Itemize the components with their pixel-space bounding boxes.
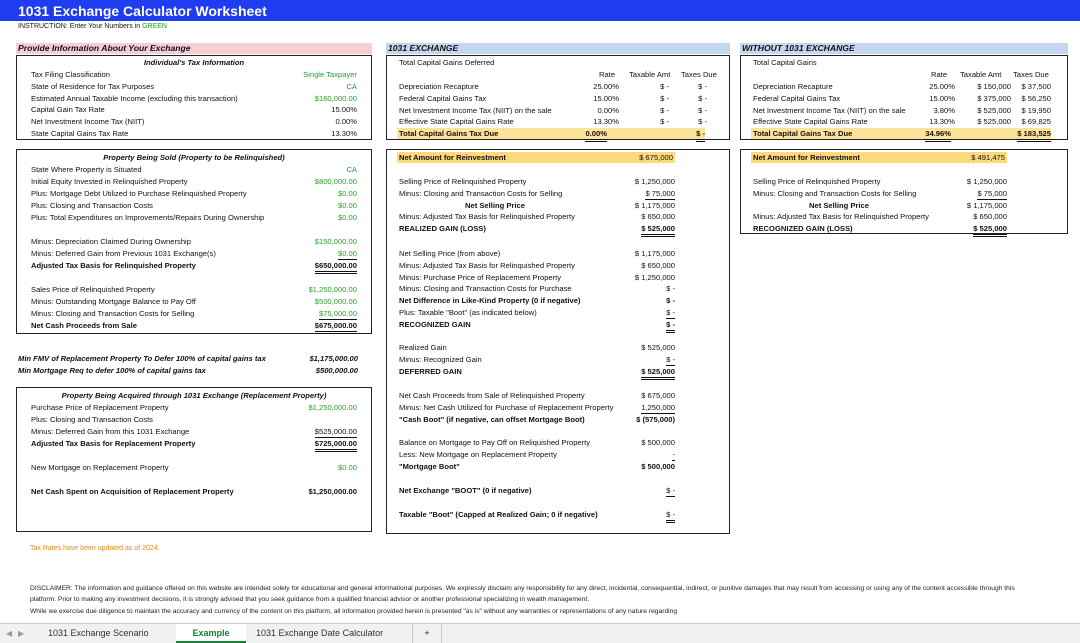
taxable-boot-value: $ - [666,509,675,523]
without-gain-label: Minus: Closing and Transaction Costs for Selling [753,188,917,198]
exchange-likekind-value: $ - [666,308,675,317]
acquired-property-panel [16,387,372,532]
sold-row [17,176,371,187]
worksheet-title: 1031 Exchange Calculator Worksheet [0,0,1080,21]
exchange-gain-value: $ 1,250,000 [634,177,675,186]
exchange-gain-value: $ 1,175,000 [634,200,675,210]
exchange-tax-panel [386,55,730,140]
without-tax-label: Depreciation Recapture [753,82,833,91]
exchange-total-taxes: $ - [696,128,705,142]
acquired-row [17,414,371,425]
exchange-tax-label: Depreciation Recapture [399,82,479,91]
exchange-likekind-row [387,283,729,294]
exchange-deferred-value: $ 525,000 [641,343,675,352]
sold-value[interactable]: $800,000.00 [314,177,357,186]
acquired-value: $725,000.00 [315,438,357,452]
exchange-likekind-value: $ 650,000 [641,260,675,270]
disclaimer-text: DISCLAIMER: The information and guidance offered on this website are intended solely for educational and general informational purposes. We expressly disclaim any responsibility for any direct, incidental, consequential, indirect, or punitive damages that may result from accessing or using any of the content accessible through this platform. Prior to making any investment decisions, it is strongly advised that you seek guidance from a qualified financial advisor or another professional specializing in wealth management. [30,585,1015,604]
tax-info-label: Net Investment Income Tax (NIIT) [31,117,145,127]
exchange-deferred-label: DEFERRED GAIN [399,366,462,376]
without-gain-label: Selling Price of Relinquished Property [753,177,881,186]
without-detail-panel [740,149,1068,234]
without-tax-row [741,116,1067,127]
sold-label: State Where Property is Situated [31,165,142,174]
without-tax-rate: 13.30% [929,117,955,127]
exchange-deferred-row [387,342,729,353]
exchange-likekind-row [387,248,729,259]
taxable-boot-row [387,509,729,520]
exchange-likekind-label: Net Difference in Like-Kind Property (0 if negative) [399,296,581,306]
tax-info-heading: Individual's Tax Information [143,58,245,67]
exchange-taxable-amt: $ - [660,82,669,91]
exchange-tax-rate: 25.00% [593,82,619,91]
right-col-rate: Rate [931,70,948,79]
exchange-cash-boot-row [387,402,729,413]
section-title-1031: 1031 EXCHANGE [386,43,730,54]
exchange-mortgage-boot-label: Less: New Mortgage on Replacement Property [399,449,557,459]
exchange-gain-label: Net Selling Price [465,200,525,210]
without-reinvest-label: Net Amount for Reinvestment [753,153,860,162]
tax-info-label: State of Residence for Tax Purposes [31,81,155,91]
exchange-likekind-label: Minus: Purchase Price of Replacement Property [399,272,562,282]
min-fmv-label: Min FMV of Replacement Property To Defer 100% of capital gains tax [18,354,266,363]
tax-info-row [17,69,371,80]
exchange-likekind-label: Minus: Closing and Transaction Costs for Purchase [399,284,572,294]
exchange-mortgage-boot-value: $ 500,000 [641,461,675,471]
sold-row [17,284,371,295]
sold-row [17,308,371,319]
sold-value[interactable]: $0.00 [337,189,357,198]
exchange-tax-row [387,93,729,104]
exchange-taxable-amt: $ - [660,93,669,103]
sold-row [17,188,371,199]
instruction-text: INSTRUCTION: Enter Your Numbers in [18,23,143,30]
instruction-line [0,21,1080,32]
sold-row [17,296,371,307]
exchange-deferred-row [387,354,729,365]
tax-info-value[interactable]: Single Taxpayer [303,70,357,79]
acquired-row [17,462,371,473]
exchange-deferred-value: $ - [666,354,675,364]
exchange-mortgage-boot-value: - [672,449,675,459]
exchange-tax-label: Effective State Capital Gains Rate [399,117,514,127]
sold-value[interactable]: $0.00 [337,201,357,210]
tax-info-row [17,81,371,92]
acquired-value[interactable]: $1,250,000.00 [308,403,357,412]
exchange-tax-rate: 0.00% [597,105,619,115]
sheet-tab-bar [0,623,1080,643]
tax-info-label: Estimated Annual Taxable Income (excluding this transaction) [31,93,238,103]
tax-info-label: Capital Gain Tax Rate [31,105,105,115]
without-tax-rate: 15.00% [929,93,955,103]
without-gain-value: $ 525,000 [973,223,1007,237]
exchange-mortgage-boot-label: Balance on Mortgage to Pay Off on Reliquished Property [399,438,591,447]
exchange-gain-row [387,223,729,234]
exchange-cash-boot-row [387,414,729,425]
exchange-total-rate: 0.00% [585,128,607,142]
sold-row [17,200,371,211]
min-fmv-value: $1,175,000.00 [309,354,358,363]
exchange-tax-label: Net Investment Income Tax (NIIT) on the sale [399,105,552,115]
exchange-total-row [397,128,705,139]
sold-value[interactable]: $75,000.00 [318,309,357,318]
without-tax-label: Federal Capital Gains Tax [753,93,841,103]
acquired-value: $525,000.00 [314,427,357,436]
without-gain-row [741,176,1067,187]
sold-property-panel [16,149,372,334]
exchange-gain-label: REALIZED GAIN (LOSS) [399,224,486,234]
exchange-gain-label: Minus: Adjusted Tax Basis for Relinquished Property [399,212,575,222]
tax-info-value: 15.00% [331,105,357,115]
sold-label: Plus: Total Expenditures on Improvements/Repairs During Ownership [31,213,265,222]
exchange-total-label: Total Capital Gains Tax Due [399,129,499,138]
without-tax-label: Net Investment Income Tax (NIIT) on the sale [753,105,906,115]
without-total-label: Total Capital Gains Tax Due [753,129,853,138]
sold-value: $675,000.00 [315,320,357,334]
deferred-title: Total Capital Gains Deferred [399,58,495,67]
tax-info-panel [16,55,372,140]
tax-info-value: 0.00% [335,117,357,127]
sold-label: Plus: Mortgage Debt Utilized to Purchase Relinquished Property [31,189,247,198]
col-taxable: Taxable Amt [629,70,671,79]
exchange-gain-row [387,176,729,187]
disclaimer [30,583,1040,617]
exchange-taxes-due: $ - [698,105,707,115]
sold-label: Minus: Closing and Transaction Costs for Selling [31,309,195,318]
exchange-tax-row [387,81,729,92]
sold-row [17,260,371,271]
exchange-gain-row [387,200,729,211]
without-taxes-due: $ 19,950 [1021,105,1051,115]
sold-value[interactable]: $500,000.00 [314,297,357,306]
exchange-taxes-due: $ - [698,82,707,91]
exchange-gain-label: Minus: Closing and Transaction Costs for Selling [399,188,563,198]
exchange-likekind-label: Minus: Adjusted Tax Basis for Relinquished Property [399,260,575,270]
exchange-likekind-value: $ - [666,319,675,333]
acquired-row [17,402,371,413]
exchange-gain-row [387,211,729,222]
sold-label: Net Cash Proceeds from Sale [31,321,137,330]
exchange-taxable-amt: $ - [660,105,669,115]
exchange-taxes-due: $ - [698,93,707,103]
sold-label: Minus: Deferred Gain from Previous 1031 Exchange(s) [31,249,216,258]
exchange-deferred-row [387,366,729,377]
without-gain-value: $ 1,250,000 [966,177,1007,186]
tax-info-value: 13.30% [331,129,357,138]
without-gain-value: $ 1,175,000 [966,200,1007,210]
exchange-mortgage-boot-row [387,437,729,448]
acquired-row [17,438,371,449]
sold-row [17,212,371,223]
exchange-tax-row [387,105,729,116]
acquired-label: Minus: Deferred Gain from this 1031 Exchange [31,427,190,436]
exchange-deferred-label: Realized Gain [399,343,447,352]
without-total-row [751,128,1051,139]
without-gain-row [741,223,1067,234]
exchange-cash-boot-label: "Cash Boot" (if negative, can offset Mortgage Boot) [399,414,585,424]
without-tax-label: Effective State Capital Gains Rate [753,117,868,127]
exchange-cash-boot-row [387,390,729,401]
exchange-likekind-row [387,260,729,271]
exchange-likekind-row [387,307,729,318]
without-gain-label: Minus: Adjusted Tax Basis for Relinquished Property [753,212,929,222]
exchange-gain-row [387,188,729,199]
acquired-label: Net Cash Spent on Acquisition of Replacement Property [31,487,234,496]
without-reinvest-row [751,152,1007,163]
tax-info-row [17,128,371,139]
without-taxes-due: $ 56,250 [1021,93,1051,103]
acquired-row [17,486,371,497]
without-gain-value: $ 650,000 [973,212,1007,222]
acquired-label: Plus: Closing and Transaction Costs [31,415,153,424]
exchange-likekind-value: $ - [666,284,675,294]
exchange-taxable-amt: $ - [660,117,669,127]
taxable-boot-label: Taxable "Boot" (Capped at Realized Gain; 0 if negative) [399,510,598,519]
instruction-green-word: GREEN [142,23,167,30]
tax-info-row [17,116,371,127]
sold-value[interactable]: $1,250,000.00 [308,285,357,294]
acquired-label: Purchase Price of Replacement Property [31,403,169,412]
acquired-label: New Mortgage on Replacement Property [31,463,169,472]
exchange-deferred-value: $ 525,000 [641,366,675,380]
without-taxes-due: $ 69,825 [1021,117,1051,127]
net-boot-value: $ - [666,486,675,495]
scroll-right-icon[interactable]: ▶ [18,629,25,638]
sold-value[interactable]: $150,000.00 [314,237,357,246]
exchange-gain-value: $ 75,000 [645,188,675,198]
sold-row [17,320,371,331]
sold-value[interactable]: CA [346,165,357,174]
without-gain-row [741,200,1067,211]
tax-rate-note: Tax Rates have been updated as of 2024. [30,545,160,552]
without-tax-panel [740,55,1068,140]
sold-value: $650,000.00 [315,260,357,274]
without-tax-row [741,93,1067,104]
exchange-tax-row [387,116,729,127]
col-taxes: Taxes Due [681,70,717,79]
exchange-cash-boot-value: 1,250,000 [641,402,675,412]
exchange-taxes-due: $ - [698,117,707,127]
exchange-cash-boot-label: Net Cash Proceeds from Sale of Relinquished Property [399,391,585,400]
scroll-left-icon[interactable]: ◀ [6,629,13,638]
exchange-tax-rate: 13.30% [593,117,619,127]
exchange-reinvest-value: $ 675,000 [639,153,673,162]
without-tax-row [741,81,1067,92]
exchange-likekind-label: Plus: Taxable "Boot" (as indicated below) [399,308,537,317]
without-gain-row [741,188,1067,199]
min-mortgage-value: $500,000.00 [315,366,358,375]
tab-example[interactable]: Example [176,624,246,643]
exchange-gain-value: $ 525,000 [641,223,675,237]
exchange-detail-panel [386,149,730,534]
sold-label: Plus: Closing and Transaction Costs [31,201,153,210]
sold-label: Minus: Outstanding Mortgage Balance to Pay Off [31,297,196,306]
exchange-gain-value: $ 650,000 [641,212,675,222]
sold-value[interactable]: $0.00 [337,213,357,222]
exchange-likekind-label: Net Selling Price (from above) [399,249,501,258]
min-mortgage-label: Min Mortgage Req to defer 100% of capital gains tax [18,366,206,375]
without-gain-label: RECOGNIZED GAIN (LOSS) [753,224,853,234]
sold-value[interactable]: $0.00 [337,249,357,258]
sold-row [17,164,371,175]
net-boot-row [387,485,729,496]
tax-info-value[interactable]: $160,000.00 [314,93,357,103]
exchange-likekind-value: $ - [666,296,675,306]
without-gain-value: $ 75,000 [977,188,1007,198]
exchange-likekind-row [387,319,729,330]
without-taxes-due: $ 37,500 [1021,82,1051,91]
exchange-reinvest-label: Net Amount for Reinvestment [399,153,506,162]
acquired-value: $1,250,000.00 [308,487,357,496]
exchange-tax-rate: 15.00% [593,93,619,103]
section-title-without: WITHOUT 1031 EXCHANGE [740,43,1068,54]
tax-info-row [17,93,371,104]
tab-1031-exchange-scenario[interactable]: 1031 Exchange Scenario [48,628,149,638]
exchange-likekind-row [387,272,729,283]
without-taxable-amt: $ 375,000 [977,93,1011,103]
without-tax-rate: 25.00% [929,82,955,91]
acquired-value[interactable]: $0.00 [337,463,357,472]
without-taxable-amt: $ 525,000 [977,105,1011,115]
exchange-tax-label: Federal Capital Gains Tax [399,93,487,103]
exchange-cash-boot-label: Minus: Net Cash Utilized for Purchase of Replacement Property [399,402,614,412]
sold-label: Initial Equity Invested in Relinquished Property [31,177,188,186]
acquired-label: Adjusted Tax Basis for Replacement Property [31,439,196,448]
exchange-likekind-row [387,295,729,306]
without-tax-row [741,105,1067,116]
without-gain-label: Net Selling Price [809,200,869,210]
without-taxable-amt: $ 525,000 [977,117,1011,127]
sold-label: Sales Price of Relinquished Property [31,285,155,294]
without-reinvest-value: $ 491,475 [971,153,1005,162]
without-tax-rate: 3.80% [933,105,955,115]
exchange-mortgage-boot-value: $ 500,000 [641,438,675,447]
exchange-likekind-label: RECOGNIZED GAIN [399,319,471,329]
without-taxable-amt: $ 150,000 [977,82,1011,91]
acquired-row [17,426,371,437]
exchange-cash-boot-value: $ (575,000) [636,414,675,424]
exchange-gain-label: Selling Price of Relinquished Property [399,177,527,186]
acquired-heading: Property Being Acquired through 1031 Exchange (Replacement Property) [61,391,327,400]
exchange-cash-boot-value: $ 675,000 [641,391,675,400]
col-rate: Rate [599,70,616,79]
tab-date-calculator[interactable]: 1031 Exchange Date Calculator [256,628,384,638]
without-total-taxes: $ 183,525 [1017,128,1051,142]
exchange-deferred-label: Minus: Recognized Gain [399,354,482,364]
sold-label: Minus: Depreciation Claimed During Ownership [31,237,191,246]
right-col-taxable: Taxable Amt [960,70,1002,79]
net-boot-label: Net Exchange "BOOT" (0 if negative) [399,486,532,495]
right-col-taxes: Taxes Due [1013,70,1049,79]
without-total-rate: 34.96% [925,128,951,142]
sold-row [17,248,371,259]
sold-row [17,236,371,247]
exchange-mortgage-boot-row [387,461,729,472]
sold-label: Adjusted Tax Basis for Relinquished Property [31,261,196,270]
right-title: Total Capital Gains [753,58,817,67]
add-sheet-button[interactable]: + [412,624,442,643]
exchange-mortgage-boot-row [387,449,729,460]
tax-info-label: Tax Filing Classification [31,70,110,79]
tax-info-value[interactable]: CA [346,81,357,91]
exchange-mortgage-boot-label: "Mortgage Boot" [399,461,460,471]
without-gain-row [741,211,1067,222]
section-title-left: Provide Information About Your Exchange [16,43,372,54]
exchange-likekind-value: $ 1,250,000 [634,272,675,282]
tax-info-label: State Capital Gains Tax Rate [31,129,129,138]
exchange-likekind-value: $ 1,175,000 [634,249,675,258]
disclaimer-text-2: While we exercise due diligence to maintain the accuracy and currency of the content on this platform, all information provided herein is presented "as is" without any warranties or representations of any nature regarding [30,607,678,615]
sold-heading: Property Being Sold (Property to be Relinquished) [103,153,285,162]
tax-info-row [17,104,371,115]
exchange-reinvest-row [397,152,675,163]
